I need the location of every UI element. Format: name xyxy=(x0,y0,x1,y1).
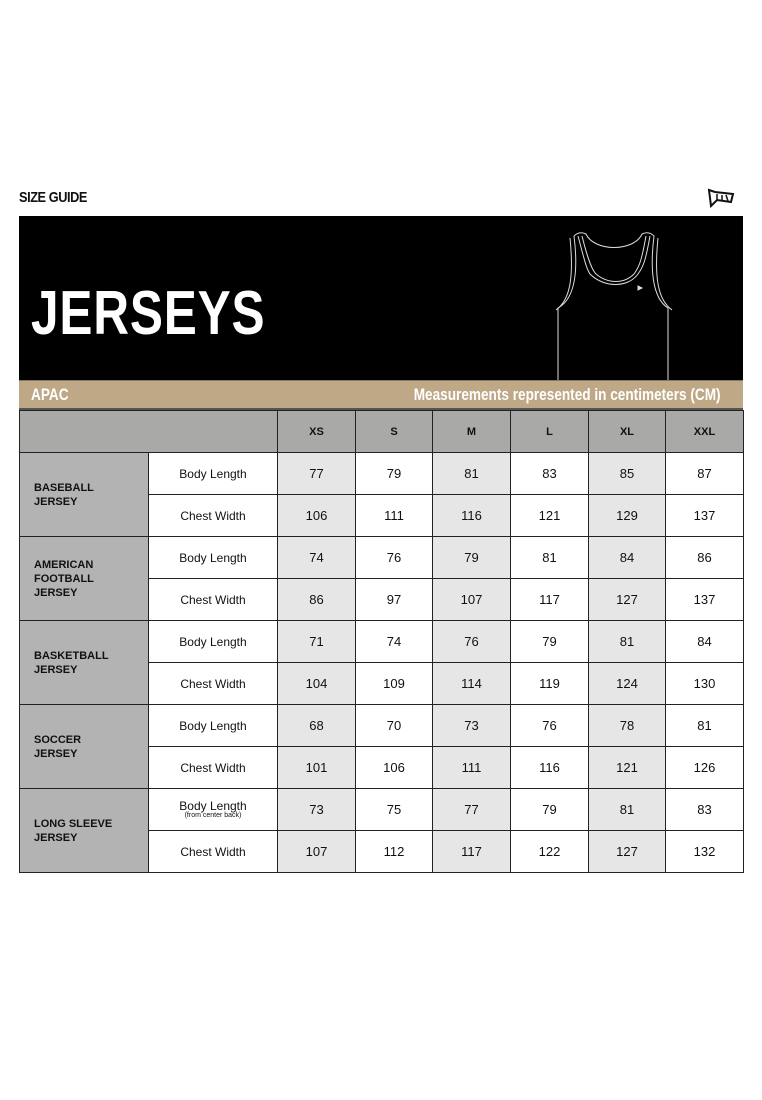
size-value-cell: 104 xyxy=(278,663,356,705)
size-value-cell: 76 xyxy=(433,621,511,663)
new-era-logo-icon xyxy=(707,188,735,208)
size-value-cell: 68 xyxy=(278,705,356,747)
size-value-cell: 79 xyxy=(511,789,589,831)
size-value-cell: 137 xyxy=(666,579,744,621)
size-value-cell: 81 xyxy=(589,789,666,831)
jersey-type-label: SOCCER JERSEY xyxy=(20,705,149,789)
measurement-label xyxy=(149,789,278,831)
measurement-name: Body Length xyxy=(179,718,247,733)
size-value-cell: 124 xyxy=(589,663,666,705)
size-header-l: L xyxy=(511,411,589,453)
region-label: APAC xyxy=(31,385,69,404)
measurement-label xyxy=(149,621,278,663)
measurement-name: Chest Width xyxy=(180,760,246,775)
size-value-cell: 129 xyxy=(589,495,666,537)
size-value-cell: 76 xyxy=(356,537,433,579)
size-value-cell: 130 xyxy=(666,663,744,705)
size-value-cell: 116 xyxy=(433,495,511,537)
jersey-type-label: LONG SLEEVE JERSEY xyxy=(20,789,149,873)
banner xyxy=(19,216,743,380)
size-table xyxy=(19,410,744,873)
size-value-cell: 79 xyxy=(433,537,511,579)
size-value-cell: 74 xyxy=(356,621,433,663)
size-value-cell: 126 xyxy=(666,747,744,789)
jersey-type-label: BASKETBALL JERSEY xyxy=(20,621,149,705)
size-value-cell: 97 xyxy=(356,579,433,621)
size-value-cell: 86 xyxy=(666,537,744,579)
size-value-cell: 73 xyxy=(278,789,356,831)
page-heading: JERSEYS xyxy=(31,279,266,348)
size-value-cell: 79 xyxy=(356,453,433,495)
size-value-cell: 101 xyxy=(278,747,356,789)
size-value-cell: 81 xyxy=(589,621,666,663)
size-value-cell: 111 xyxy=(433,747,511,789)
size-value-cell: 127 xyxy=(589,579,666,621)
size-value-cell: 87 xyxy=(666,453,744,495)
size-value-cell: 107 xyxy=(433,579,511,621)
size-value-cell: 78 xyxy=(589,705,666,747)
size-value-cell: 127 xyxy=(589,831,666,873)
measurement-name: Chest Width xyxy=(180,508,246,523)
size-value-cell: 109 xyxy=(356,663,433,705)
size-header-row xyxy=(20,411,744,453)
units-note: Measurements represented in centimeters (CM) xyxy=(414,385,721,404)
size-value-cell: 112 xyxy=(356,831,433,873)
size-value-cell: 73 xyxy=(433,705,511,747)
size-guide-title: SIZE GUIDE xyxy=(19,189,88,206)
corner-cell xyxy=(20,411,278,453)
size-value-cell: 117 xyxy=(433,831,511,873)
table-row xyxy=(20,621,744,663)
measurement-name: Body Length xyxy=(179,550,247,565)
size-value-cell: 74 xyxy=(278,537,356,579)
size-value-cell: 86 xyxy=(278,579,356,621)
measurement-name: Chest Width xyxy=(180,676,246,691)
size-value-cell: 122 xyxy=(511,831,589,873)
size-value-cell: 81 xyxy=(666,705,744,747)
size-value-cell: 83 xyxy=(511,453,589,495)
size-value-cell: 116 xyxy=(511,747,589,789)
measurement-name: Body Length xyxy=(179,634,247,649)
size-value-cell: 79 xyxy=(511,621,589,663)
measurement-label xyxy=(149,705,278,747)
size-value-cell: 84 xyxy=(666,621,744,663)
measurement-label xyxy=(149,579,278,621)
size-value-cell: 84 xyxy=(589,537,666,579)
size-value-cell: 121 xyxy=(511,495,589,537)
size-value-cell: 70 xyxy=(356,705,433,747)
size-value-cell: 117 xyxy=(511,579,589,621)
size-value-cell: 106 xyxy=(356,747,433,789)
size-value-cell: 85 xyxy=(589,453,666,495)
size-header-xl: XL xyxy=(589,411,666,453)
size-value-cell: 81 xyxy=(433,453,511,495)
size-value-cell: 76 xyxy=(511,705,589,747)
measurement-name: Body Length xyxy=(179,799,247,813)
size-value-cell: 77 xyxy=(278,453,356,495)
measurement-note: (from center back) xyxy=(184,812,242,819)
size-value-cell: 121 xyxy=(589,747,666,789)
size-value-cell: 77 xyxy=(433,789,511,831)
table-row xyxy=(20,705,744,747)
jersey-type-label: AMERICAN FOOTBALL JERSEY xyxy=(20,537,149,621)
size-value-cell: 119 xyxy=(511,663,589,705)
size-value-cell: 81 xyxy=(511,537,589,579)
table-row xyxy=(20,789,744,831)
measurement-label xyxy=(149,831,278,873)
measurement-label xyxy=(149,747,278,789)
measurement-label xyxy=(149,537,278,579)
table-row xyxy=(20,537,744,579)
measurement-name: Chest Width xyxy=(180,844,246,859)
measurement-label xyxy=(149,663,278,705)
size-value-cell: 75 xyxy=(356,789,433,831)
size-value-cell: 106 xyxy=(278,495,356,537)
jersey-type-label: BASEBALL JERSEY xyxy=(20,453,149,537)
measurement-name: Body Length xyxy=(179,466,247,481)
measurement-name: Chest Width xyxy=(180,592,246,607)
size-header-m: M xyxy=(433,411,511,453)
region-band xyxy=(19,380,743,410)
size-header-s: S xyxy=(356,411,433,453)
size-value-cell: 71 xyxy=(278,621,356,663)
jersey-illustration-icon xyxy=(534,228,704,380)
size-value-cell: 114 xyxy=(433,663,511,705)
measurement-label xyxy=(149,453,278,495)
size-value-cell: 137 xyxy=(666,495,744,537)
size-value-cell: 107 xyxy=(278,831,356,873)
size-value-cell: 132 xyxy=(666,831,744,873)
size-value-cell: 83 xyxy=(666,789,744,831)
measurement-label xyxy=(149,495,278,537)
size-value-cell: 111 xyxy=(356,495,433,537)
size-header-xxl: XXL xyxy=(666,411,744,453)
size-header-xs: XS xyxy=(278,411,356,453)
table-row xyxy=(20,453,744,495)
